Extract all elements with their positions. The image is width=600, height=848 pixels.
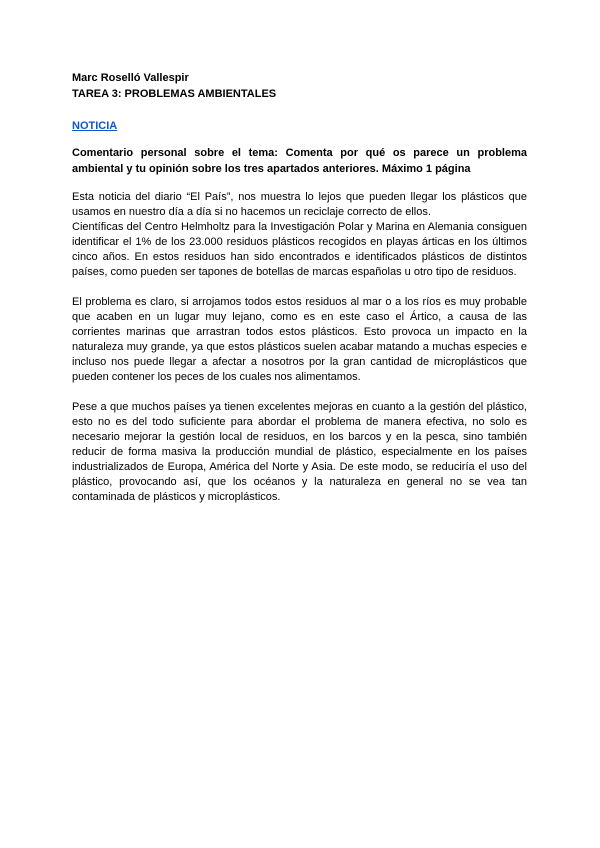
paragraph-solutions: Pese a que muchos países ya tienen excelentes mejoras en cuanto a la gestión del plástico, esto no es del todo suficiente para abordar el problema de manera efectiva, no solo es necesario mejorar la gestión local de residuos, en los barcos y en la pesca, sino también reducir de forma masiva la producción mundial de plástico, especialmente en los países industrializados de Europa, América del Norte y Asia. De este modo, se reduciría el uso del plástico, provocando así, que los océanos y la naturaleza en general no se vea tan contaminada de plásticos y microplásticos. <box>72 401 527 503</box>
paragraph-problem: El problema es claro, si arrojamos todos estos residuos al mar o a los ríos es muy probable que acaben en un lugar muy lejano, como es en este caso el Ártico, a causa de las corrientes marinas que arrastran todos estos plásticos. Esto provoca un impacto en la naturaleza muy grande, ya que estos plásticos suelen acabar matando a muchas especies e incluso nos puede llegar a afectar a nosotros por la gran cantidad de microplásticos que pueden contener los peces de los cuales nos alimentamos. <box>72 296 527 383</box>
paragraph-intro: Esta noticia del diario “El País”, nos muestra lo lejos que pueden llegar los plásticos que usamos en nuestro día a día si no hacemos un reciclaje correcto de ellos. <box>72 191 527 218</box>
author-name: Marc Roselló Vallespir <box>72 72 189 84</box>
task-title: TAREA 3: PROBLEMAS AMBIENTALES <box>72 88 277 100</box>
assignment-prompt: Comentario personal sobre el tema: Comenta por qué os parece un problema ambiental y tu opinión sobre los tres apartados anteriores. Máximo 1 página <box>72 147 527 175</box>
document-page <box>72 70 527 505</box>
paragraph-research: Científicas del Centro Helmholtz para la Investigación Polar y Marina en Alemania consiguen identificar el 1% de los 23.000 residuos plásticos recogidos en playas árticas en los últimos cinco años. En estos residuos han sido encontrados e identificados plásticos de distintos países, como pueden ser tapones de botellas de marcas españolas u otro tipo de residuos. <box>72 221 527 278</box>
noticia-link[interactable]: NOTICIA <box>72 120 118 132</box>
